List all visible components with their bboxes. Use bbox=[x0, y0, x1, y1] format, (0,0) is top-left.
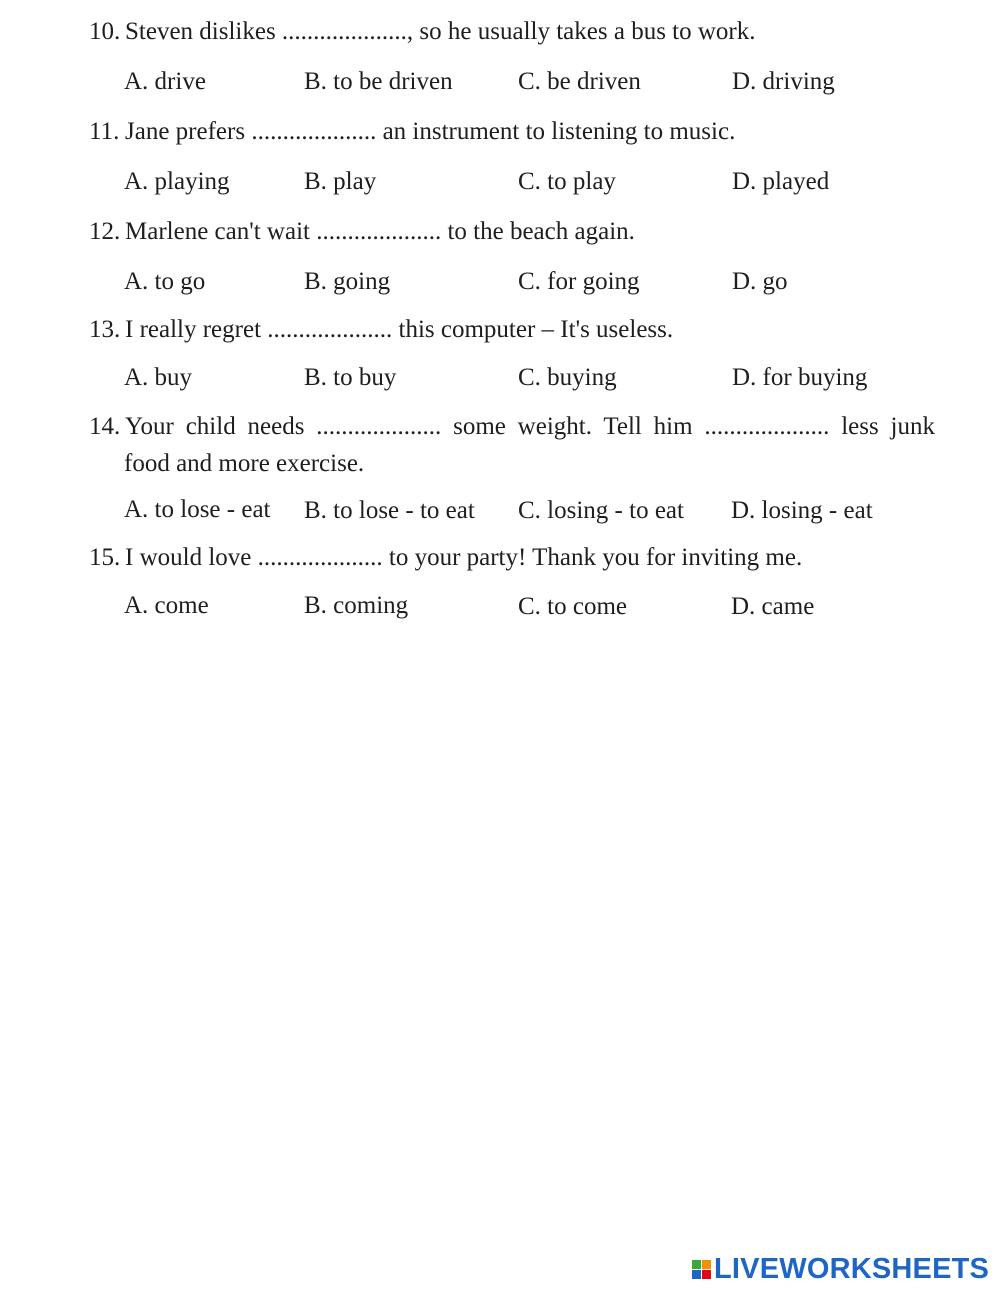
question-number: 12. bbox=[89, 218, 121, 245]
question-13 bbox=[89, 316, 673, 344]
option-b[interactable]: B. to be driven bbox=[304, 68, 453, 95]
question-number: 13. bbox=[89, 316, 121, 343]
option-c[interactable]: C. losing - to eat bbox=[518, 497, 684, 524]
option-c[interactable]: C. be driven bbox=[518, 68, 641, 95]
option-c[interactable]: C. to come bbox=[518, 593, 628, 620]
question-11 bbox=[89, 118, 735, 146]
question-number: 10. bbox=[89, 18, 121, 45]
option-a[interactable]: A. to go bbox=[124, 268, 206, 295]
option-b[interactable]: B. going bbox=[304, 268, 391, 295]
logo-text: LIVEWORKSHEETS bbox=[714, 1252, 990, 1285]
option-d[interactable]: D. driving bbox=[732, 68, 835, 95]
question-12 bbox=[89, 218, 635, 246]
question-14 bbox=[89, 408, 935, 482]
option-d[interactable]: D. for buying bbox=[732, 364, 868, 391]
question-text-line2: food and more exercise. bbox=[124, 450, 365, 477]
question-text: Steven dislikes ...................., so he usually takes a bus to work. bbox=[125, 18, 756, 45]
option-a[interactable]: A. to lose - eat bbox=[124, 496, 271, 523]
option-c[interactable]: C. to play bbox=[518, 168, 616, 195]
liveworksheets-logo bbox=[692, 1254, 989, 1284]
question-text-line1 bbox=[89, 408, 935, 445]
question-10 bbox=[89, 18, 756, 46]
option-b[interactable]: B. play bbox=[304, 168, 377, 195]
option-a[interactable]: A. playing bbox=[124, 168, 230, 195]
question-number: 11. bbox=[89, 118, 120, 145]
option-a[interactable]: A. come bbox=[124, 592, 209, 619]
option-b[interactable]: B. to buy bbox=[304, 364, 397, 391]
question-text: Marlene can't wait .................... to the beach again. bbox=[125, 218, 635, 245]
option-a[interactable]: A. buy bbox=[124, 364, 193, 391]
option-d[interactable]: D. losing - eat bbox=[731, 497, 873, 524]
question-text: I would love .................... to your party! Thank you for inviting me. bbox=[125, 544, 803, 571]
option-b[interactable]: B. coming bbox=[304, 592, 409, 619]
question-text: Your child needs .................... some weight. Tell him .................... less junk bbox=[125, 413, 935, 440]
question-number: 15. bbox=[89, 544, 121, 571]
option-c[interactable]: C. buying bbox=[518, 364, 617, 391]
liveworksheets-logo-icon bbox=[692, 1260, 711, 1279]
question-text: Jane prefers .................... an instrument to listening to music. bbox=[125, 118, 736, 145]
question-15 bbox=[89, 544, 802, 572]
question-text: I really regret .................... this computer – It's useless. bbox=[125, 316, 674, 343]
question-number: 14. bbox=[89, 413, 121, 440]
option-d[interactable]: D. go bbox=[732, 268, 788, 295]
option-a[interactable]: A. drive bbox=[124, 68, 206, 95]
option-d[interactable]: D. played bbox=[732, 168, 830, 195]
option-d[interactable]: D. came bbox=[731, 593, 815, 620]
option-b[interactable]: B. to lose - to eat bbox=[304, 497, 475, 524]
option-c[interactable]: C. for going bbox=[518, 268, 640, 295]
